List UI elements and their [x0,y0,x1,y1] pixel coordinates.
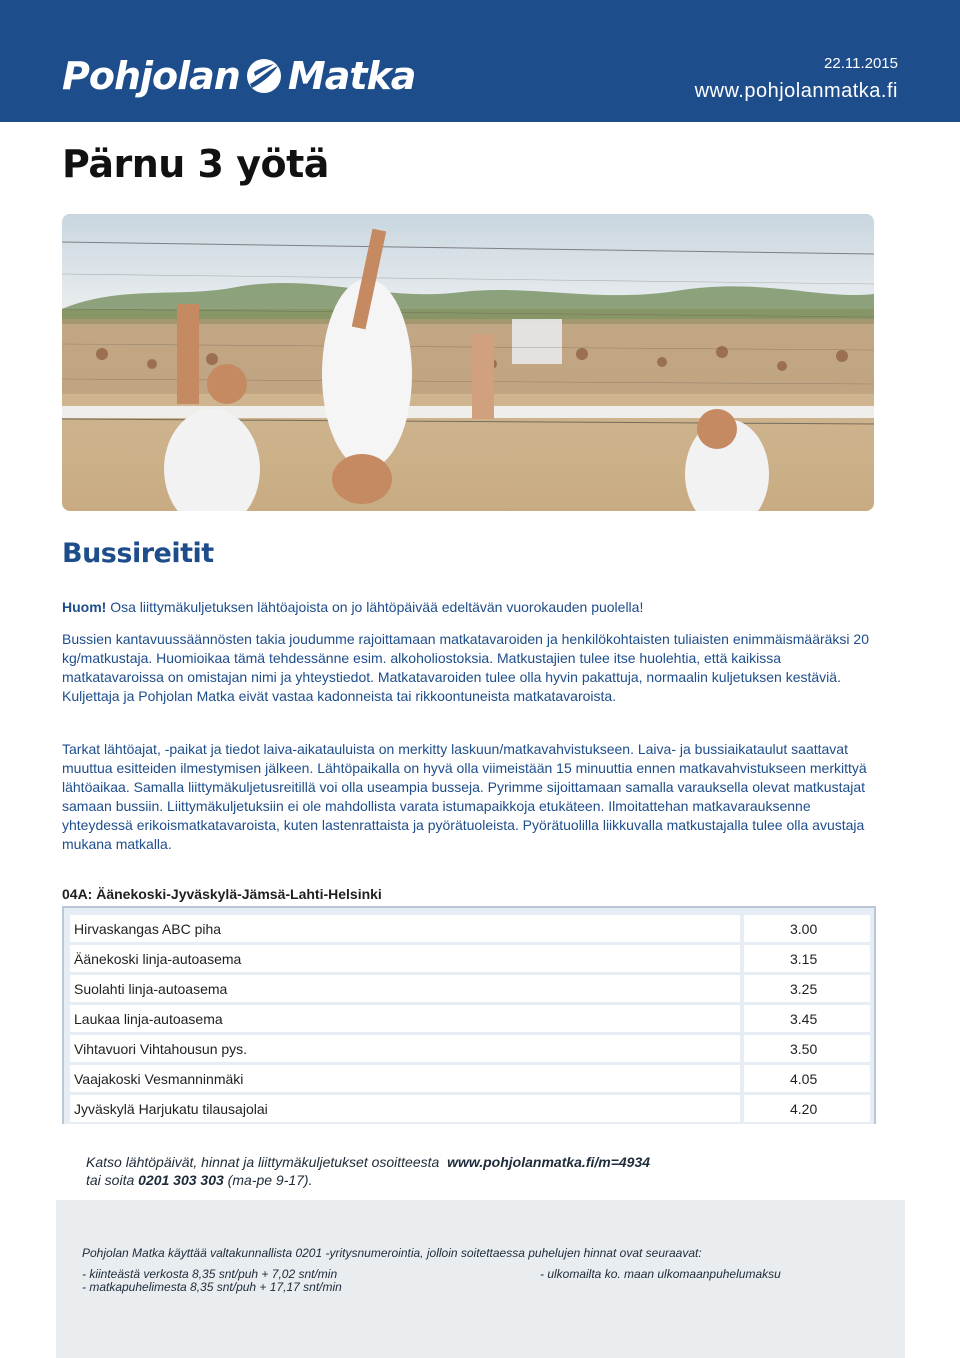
document-date: 22.11.2015 [824,55,898,72]
logo-word-right: Matka [287,54,416,98]
note-text: Osa liittymäkuljetuksen lähtöajoista on jo lähtöpäivää edeltävän vuorokauden puolella! [106,599,644,615]
route-stop-row [70,1035,870,1062]
website-link[interactable]: www.pohjolanmatka.fi [694,80,898,102]
route-stop-row [70,1095,870,1122]
note-emphasis: Huom! [62,599,107,615]
beach-volleyball-photo [62,214,874,511]
route-stop-row [70,975,870,1002]
route-table [70,912,870,1125]
footer-landline-price: - kiinteästä verkosta 8,35 snt/puh + 7,02 snt/min [82,1267,338,1281]
stop-name: Suolahti linja-autoasema [70,975,740,1002]
footer-mobile-price: - matkapuhelimesta 8,35 snt/puh + 17,17 snt/min [82,1280,342,1294]
info-line-1 [86,1153,650,1171]
stop-name: Äänekoski linja-autoasema [70,945,740,972]
booking-link[interactable]: www.pohjolanmatka.fi/m=4934 [447,1154,651,1170]
luggage-paragraph: Bussien kantavuussäännösten takia joudumme rajoittamaan matkatavaroiden ja henkilökohtaisten tuliaisten enimmäismääräksi 20 kg/matkustaja. Huomioikaa tämä tehdessänne esim. alkoholiostoksia. Matkustajien tulee itse huolehtia, että kaikissa matkatavaroissa on omistajan nimi ja yhteystiedot. Matkatavaroiden tulee olla hyvin pakattuja, normaalin kuljetuksen kestäviä. Kuljettaja ja Pohjolan Matka eivät vastaa kadonneista tai rikkoontuneista matkatavaroista. [62,631,870,704]
stop-name: Vihtavuori Vihtahousun pys. [70,1035,740,1062]
stop-name: Laukaa linja-autoasema [70,1005,740,1032]
footer-abroad-price: - ulkomailta ko. maan ulkomaanpuhelumaksu [540,1267,781,1281]
phone-number[interactable]: 0201 303 303 [138,1172,224,1188]
brand-logo[interactable] [62,50,415,102]
booking-info [86,1153,650,1189]
stop-name: Hirvaskangas ABC piha [70,915,740,942]
stop-name: Jyväskylä Harjukatu tilausajolai [70,1095,740,1122]
info-text: Katso lähtöpäivät, hinnat ja liittymäkuljetukset osoitteesta [86,1154,440,1170]
stop-time: 3.45 [744,1005,870,1032]
stop-time: 3.50 [744,1035,870,1062]
route-timetable [62,906,876,1124]
stop-time: 3.00 [744,915,870,942]
page-header [0,0,960,122]
stop-time: 4.05 [744,1065,870,1092]
info-phone-prefix: tai soita [86,1172,135,1188]
route-stop-row [70,915,870,942]
footer-prices-domestic [82,1268,342,1294]
stop-time: 3.25 [744,975,870,1002]
route-stop-row [70,1005,870,1032]
route-stop-row [70,945,870,972]
stop-name: Vaajakoski Vesmanninmäki [70,1065,740,1092]
warning-note [62,598,882,617]
stop-time: 3.15 [744,945,870,972]
stop-time: 4.20 [744,1095,870,1122]
footer-prices-abroad [540,1268,781,1281]
footer-intro: Pohjolan Matka käyttää valtakunnallista 0201 -yritysnumerointia, jolloin soitettaessa puhelujen hinnat ovat seuraavat: [82,1246,702,1260]
departure-info-paragraph: Tarkat lähtöajat, -paikat ja tiedot laiva-aikatauluista on merkitty laskuun/matkavahvistukseen. Laiva- ja bussiaikataulut saattavat muuttua esitteiden ilmestymisen jälkeen. Lähtöpaikalla on hyvä olla viimeistään 15 minuuttia ennen matkavahvistukseen merkittyä lähtöaikaa. Samalla liittymäkuljetusreitillä voi olla useampia busseja. Pyrimme sijoittamaan samalla varauksella olevat matkustajat samaan bussiin. Liittymäkuljetuksiin ei ole mahdollista varata istumapaikkoja etukäteen. Ilmoitattehan matkavarauksenne yhteydessä erikoismatkatavaroista, kuten lastenrattaista ja pyörätuoleista. Pyörätuolilla liikkuvalla matkustajalla tulee olla avustaja mukana matkalla. [62,741,867,852]
logo-word-left: Pohjolan [62,54,240,98]
section-title: Bussireitit [62,538,214,569]
route-stop-row [70,1065,870,1092]
pricing-footer [56,1200,905,1358]
route-title: 04A: Äänekoski-Jyväskylä-Jämsä-Lahti-Helsinki [62,886,382,902]
info-phone-hours: (ma-pe 9-17). [227,1172,313,1188]
page-title: Pärnu 3 yötä [62,142,329,186]
info-line-2 [86,1171,650,1189]
logo-swoosh-icon [246,58,282,94]
